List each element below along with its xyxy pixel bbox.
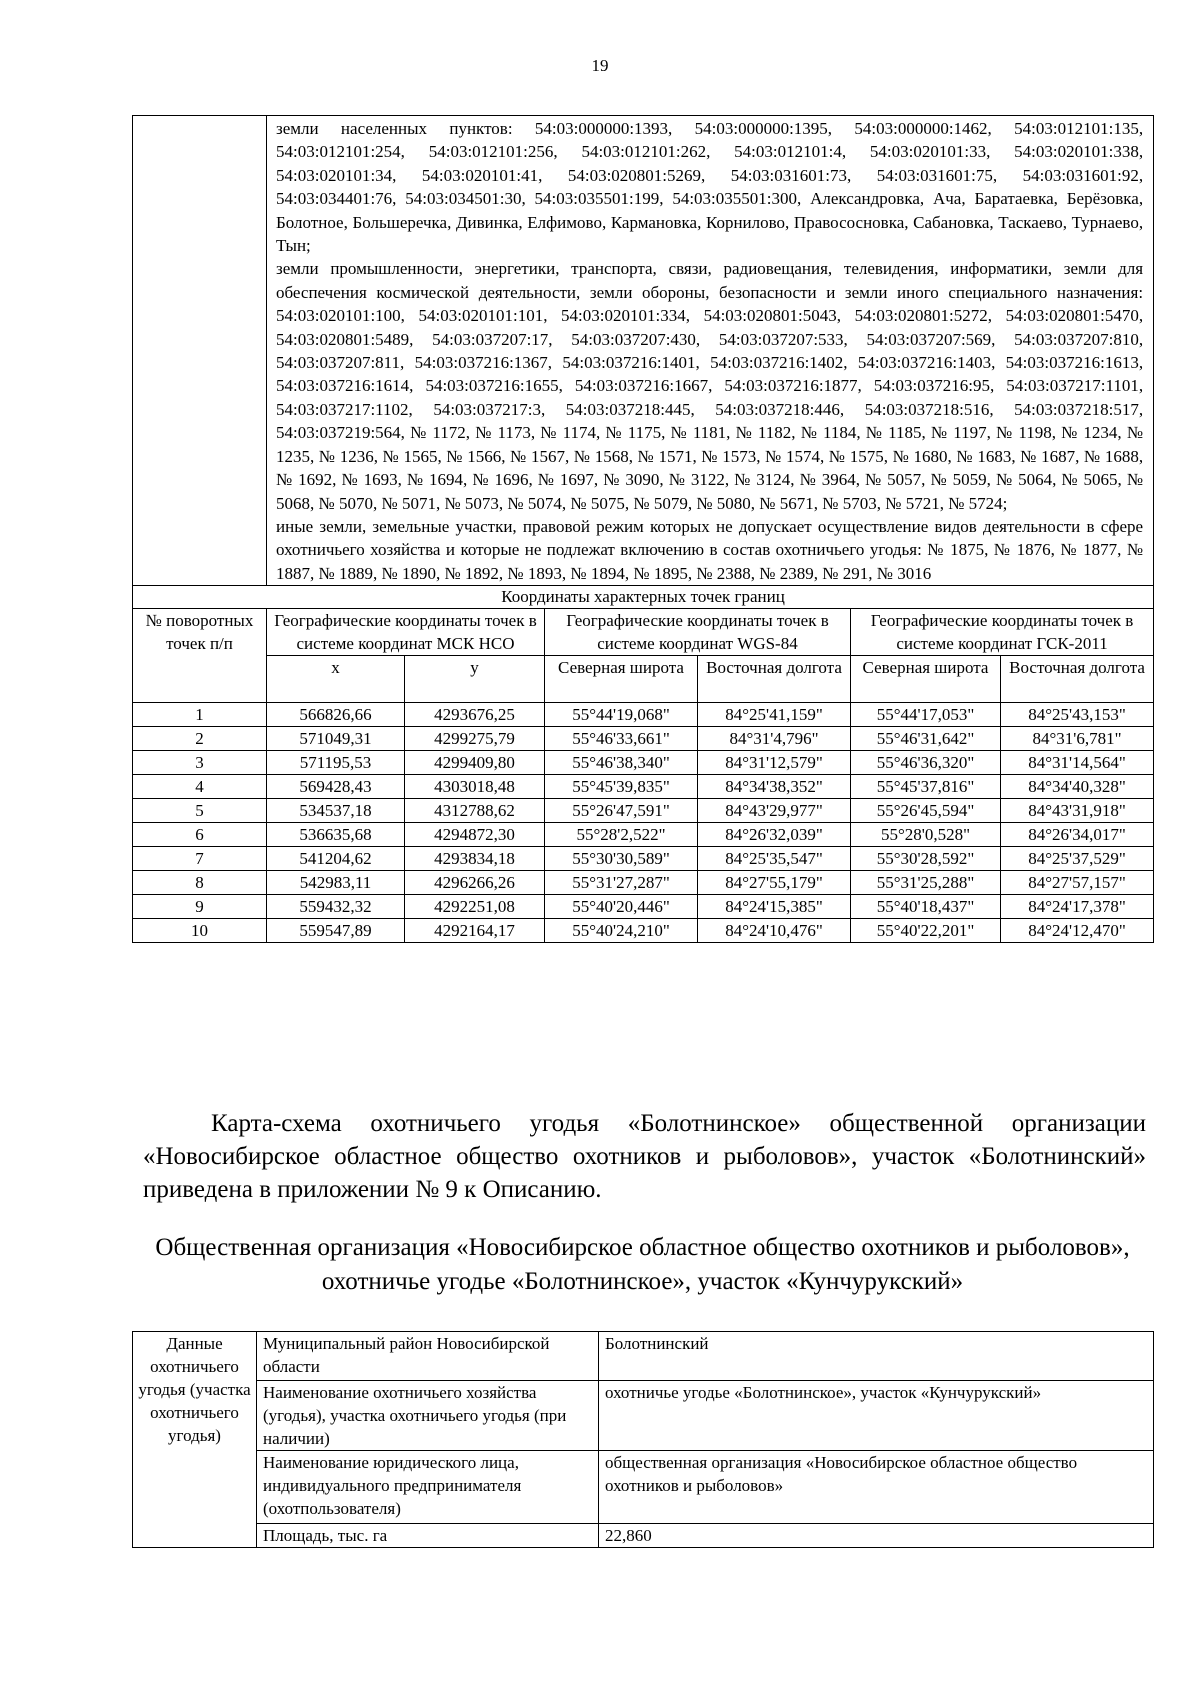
wgs-north-lat-cell: 55°45'39,835" (545, 775, 698, 799)
point-number-cell: 4 (133, 775, 267, 799)
gsk-north-lat-cell: 55°30'28,592" (851, 847, 1001, 871)
coordinate-row (133, 775, 1154, 799)
msk-y-cell: 4294872,30 (405, 823, 545, 847)
wgs-east-lon-cell: 84°31'4,796" (698, 727, 851, 751)
msk-y-cell: 4292251,08 (405, 895, 545, 919)
coordinate-row (133, 847, 1154, 871)
wgs-east-lon-cell: 84°25'35,547" (698, 847, 851, 871)
header-gsk-east-lon: Восточная долгота (1001, 656, 1154, 703)
point-number-cell: 9 (133, 895, 267, 919)
map-scheme-text: Карта-схема охотничьего угодья «Болотнинское» общественной организации «Новосибирское областное общество охотников и рыболовов», участок «Болотнинский» приведена в приложении № 9 к Описанию. (143, 1110, 1146, 1203)
wgs-north-lat-cell: 55°26'47,591" (545, 799, 698, 823)
wgs-east-lon-cell: 84°26'32,039" (698, 823, 851, 847)
wgs-north-lat-cell: 55°46'38,340" (545, 751, 698, 775)
wgs-east-lon-cell: 84°25'41,159" (698, 703, 851, 727)
info-row (133, 1332, 1154, 1381)
point-number-cell: 8 (133, 871, 267, 895)
gsk-north-lat-cell: 55°45'37,816" (851, 775, 1001, 799)
gsk-east-lon-cell: 84°31'14,564" (1001, 751, 1154, 775)
coordinate-row (133, 871, 1154, 895)
coordinate-row (133, 919, 1154, 943)
empty-label-cell (133, 116, 267, 586)
page-number: 19 (591, 56, 609, 75)
map-scheme-paragraph (143, 1107, 1146, 1206)
gsk-north-lat-cell: 55°31'25,288" (851, 871, 1001, 895)
info-value-cell: общественная организация «Новосибирское областное общество охотников и рыболовов» (599, 1451, 1154, 1524)
wgs-east-lon-cell: 84°31'12,579" (698, 751, 851, 775)
gsk-north-lat-cell: 55°40'18,437" (851, 895, 1001, 919)
msk-y-cell: 4293834,18 (405, 847, 545, 871)
gsk-east-lon-cell: 84°27'57,157" (1001, 871, 1154, 895)
gsk-north-lat-cell: 55°28'0,528" (851, 823, 1001, 847)
info-label-cell: Муниципальный район Новосибирской области (257, 1332, 599, 1381)
point-number-cell: 2 (133, 727, 267, 751)
settlement-lands-text: земли населенных пунктов: 54:03:000000:1393, 54:03:000000:1395, 54:03:000000:1462, 54:03:012101:135, 54:03:012101:254, 54:03:012101:256, 54:03:012101:262, 54:03:012101:4, 54:03:020101:33, 54:03:020101:338, 54:03:020101:34, 54:03:020101:41, 54:03:020801:5269, 54:03:031601:73, 54:03:031601:75, 54:03:031601:92, 54:03:034401:76, 54:03:034501:30, 54:03:035501:199, 54:03:035501:300, Александровка, Ача, Баратаевка, Берёзовка, Болотное, Большеречка, Дивинка, Елфимово, Кармановка, Корнилово, Правососновка, Сабановка, Таскаево, Турнаево, Тын; (276, 119, 1144, 256)
coordinates-caption: Координаты характерных точек границ (133, 586, 1154, 609)
coordinate-row (133, 823, 1154, 847)
header-msk-nso: Географические координаты точек в системе координат МСК НСО (267, 609, 545, 656)
info-group-label: Данные охотничьего угодья (участка охотничьего угодья) (133, 1332, 257, 1548)
info-value-cell: охотничье угодье «Болотнинское», участок «Кунчурукский» (599, 1381, 1154, 1451)
header-point-number: № поворотных точек п/п (133, 609, 267, 703)
excluded-lands-cell (267, 116, 1154, 586)
gsk-east-lon-cell: 84°24'17,378" (1001, 895, 1154, 919)
point-number-cell: 10 (133, 919, 267, 943)
header-y: y (405, 656, 545, 703)
coordinate-row (133, 703, 1154, 727)
msk-x-cell: 536635,68 (267, 823, 405, 847)
info-row (133, 1524, 1154, 1548)
gsk-east-lon-cell: 84°26'34,017" (1001, 823, 1154, 847)
coordinate-row (133, 727, 1154, 751)
wgs-north-lat-cell: 55°28'2,522" (545, 823, 698, 847)
gsk-north-lat-cell: 55°40'22,201" (851, 919, 1001, 943)
coordinate-row (133, 895, 1154, 919)
gsk-east-lon-cell: 84°24'12,470" (1001, 919, 1154, 943)
msk-y-cell: 4303018,48 (405, 775, 545, 799)
msk-y-cell: 4292164,17 (405, 919, 545, 943)
wgs-north-lat-cell: 55°40'24,210" (545, 919, 698, 943)
section-heading: Общественная организация «Новосибирское областное общество охотников и рыболовов», охотничье угодье «Болотнинское», участок «Кунчурукский» (155, 1234, 1130, 1295)
point-number-cell: 3 (133, 751, 267, 775)
info-label-cell: Площадь, тыс. га (257, 1524, 599, 1548)
coordinates-subheader-row (133, 656, 1154, 703)
gsk-north-lat-cell: 55°44'17,053" (851, 703, 1001, 727)
msk-x-cell: 569428,43 (267, 775, 405, 799)
msk-x-cell: 542983,11 (267, 871, 405, 895)
info-value-cell: 22,860 (599, 1524, 1154, 1548)
header-wgs-north-lat: Северная широта (545, 656, 698, 703)
msk-y-cell: 4299275,79 (405, 727, 545, 751)
coordinates-caption-row (133, 586, 1154, 609)
wgs-north-lat-cell: 55°40'20,446" (545, 895, 698, 919)
gsk-east-lon-cell: 84°25'43,153" (1001, 703, 1154, 727)
wgs-north-lat-cell: 55°44'19,068" (545, 703, 698, 727)
coordinates-body (133, 703, 1154, 943)
wgs-east-lon-cell: 84°24'15,385" (698, 895, 851, 919)
header-wgs84: Географические координаты точек в системе координат WGS-84 (545, 609, 851, 656)
hunting-area-info-table (132, 1331, 1154, 1548)
msk-x-cell: 571195,53 (267, 751, 405, 775)
wgs-north-lat-cell: 55°46'33,661" (545, 727, 698, 751)
wgs-east-lon-cell: 84°43'29,977" (698, 799, 851, 823)
info-label-cell: Наименование юридического лица, индивидуального предпринимателя (охотпользователя) (257, 1451, 599, 1524)
other-lands-text: иные земли, земельные участки, правовой режим которых не допускает осуществление видов деятельности в сфере охотничьего хозяйства и которые не подлежат включению в состав охотничьего угодья: № 1875, № 1876, № 1877, № 1887, № 1889, № 1890, № 1892, № 1893, № 1894, № 1895, № 2388, № 2389, № 291, № 3016 (276, 516, 1144, 583)
header-gsk2011: Географические координаты точек в системе координат ГСК-2011 (851, 609, 1154, 656)
industry-lands-text: земли промышленности, энергетики, транспорта, связи, радиовещания, телевидения, информатики, земли для обеспечения космической деятельности, земли обороны, безопасности и земли иного специального назначения: 54:03:020101:100, 54:03:020101:101, 54:03:020101:334, 54:03:020801:5043, 54:03:020801:5272, 54:03:020801:5470, 54:03:020801:5489, 54:03:037207:17, 54:03:037207:430, 54:03:037207:533, 54:03:037207:569, 54:03:037207:810, 54:03:037207:811, 54:03:037216:1367, 54:03:037216:1401, 54:03:037216:1402, 54:03:037216:1403, 54:03:037216:1613, 54:03:037216:1614, 54:03:037216:1655, 54:03:037216:1667, 54:03:037216:1877, 54:03:037216:95, 54:03:037217:1101, 54:03:037217:1102, 54:03:037217:3, 54:03:037218:445, 54:03:037218:446, 54:03:037218:516, 54:03:037218:517, 54:03:037219:564, № 1172, № 1173, № 1174, № 1175, № 1181, № 1182, № 1184, № 1185, № 1197, № 1198, № 1234, № 1235, № 1236, № 1565, № 1566, № 1567, № 1568, № 1571, № 1573, № 1574, № 1575, № 1680, № 1683, № 1687, № 1688, № 1692, № 1693, № 1694, № 1696, № 1697, № 3090, № 3122, № 3124, № 3964, № 5057, № 5059, № 5064, № 5065, № 5068, № 5070, № 5071, № 5073, № 5074, № 5075, № 5079, № 5080, № 5671, № 5703, № 5721, № 5724; (276, 259, 1144, 513)
wgs-east-lon-cell: 84°27'55,179" (698, 871, 851, 895)
coordinates-header-row (133, 609, 1154, 656)
gsk-north-lat-cell: 55°26'45,594" (851, 799, 1001, 823)
coordinate-row (133, 799, 1154, 823)
wgs-north-lat-cell: 55°31'27,287" (545, 871, 698, 895)
gsk-east-lon-cell: 84°31'6,781" (1001, 727, 1154, 751)
msk-y-cell: 4293676,25 (405, 703, 545, 727)
header-wgs-east-lon: Восточная долгота (698, 656, 851, 703)
coordinate-row (133, 751, 1154, 775)
wgs-east-lon-cell: 84°24'10,476" (698, 919, 851, 943)
info-value-cell: Болотнинский (599, 1332, 1154, 1381)
msk-y-cell: 4296266,26 (405, 871, 545, 895)
wgs-east-lon-cell: 84°34'38,352" (698, 775, 851, 799)
hunting-area-lands-and-coordinates-table (132, 115, 1154, 943)
gsk-north-lat-cell: 55°46'36,320" (851, 751, 1001, 775)
gsk-east-lon-cell: 84°34'40,328" (1001, 775, 1154, 799)
msk-x-cell: 571049,31 (267, 727, 405, 751)
point-number-cell: 7 (133, 847, 267, 871)
point-number-cell: 6 (133, 823, 267, 847)
info-label-cell: Наименование охотничьего хозяйства (угодья), участка охотничьего угодья (при наличии) (257, 1381, 599, 1451)
msk-x-cell: 534537,18 (267, 799, 405, 823)
msk-x-cell: 541204,62 (267, 847, 405, 871)
info-row (133, 1381, 1154, 1451)
msk-x-cell: 559432,32 (267, 895, 405, 919)
wgs-north-lat-cell: 55°30'30,589" (545, 847, 698, 871)
point-number-cell: 1 (133, 703, 267, 727)
info-row (133, 1451, 1154, 1524)
msk-x-cell: 566826,66 (267, 703, 405, 727)
msk-y-cell: 4299409,80 (405, 751, 545, 775)
msk-y-cell: 4312788,62 (405, 799, 545, 823)
gsk-east-lon-cell: 84°43'31,918" (1001, 799, 1154, 823)
excluded-lands-row (133, 116, 1154, 586)
gsk-north-lat-cell: 55°46'31,642" (851, 727, 1001, 751)
gsk-east-lon-cell: 84°25'37,529" (1001, 847, 1154, 871)
header-gsk-north-lat: Северная широта (851, 656, 1001, 703)
info-table-body (133, 1332, 1154, 1548)
header-x: x (267, 656, 405, 703)
point-number-cell: 5 (133, 799, 267, 823)
msk-x-cell: 559547,89 (267, 919, 405, 943)
